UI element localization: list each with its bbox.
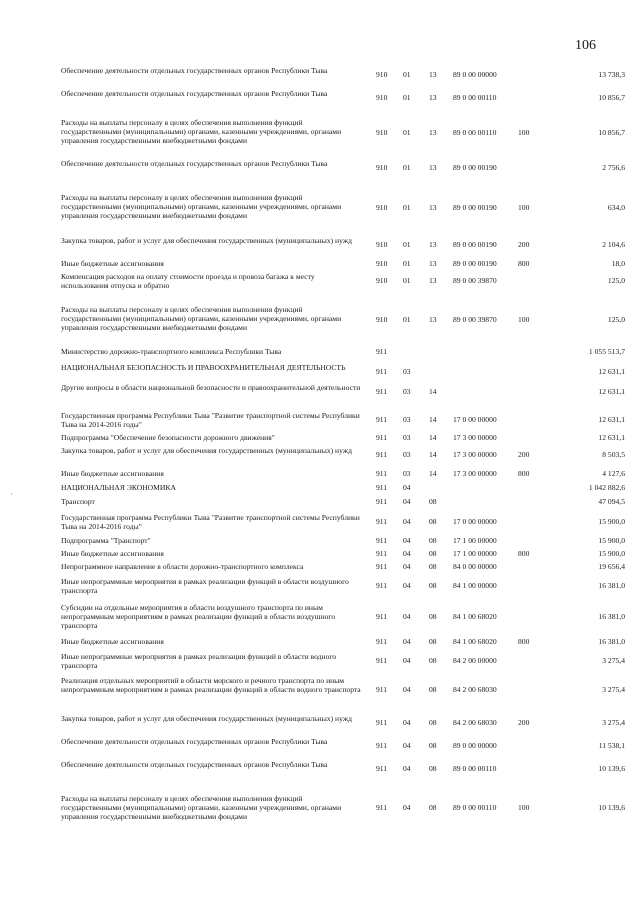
- code-section: 04: [403, 497, 411, 506]
- code-subsection: 13: [429, 128, 437, 137]
- amount: 2 756,6: [602, 163, 625, 172]
- code-gv: 910: [376, 70, 388, 79]
- code-gv: 910: [376, 203, 388, 212]
- code-subsection: 14: [429, 469, 437, 478]
- code-subsection: 13: [429, 259, 437, 268]
- amount: 4 127,6: [602, 469, 625, 478]
- code-gv: 911: [376, 549, 388, 558]
- code-gv: 911: [376, 415, 388, 424]
- code-section: 04: [403, 637, 411, 646]
- amount: 11 538,1: [598, 741, 625, 750]
- amount: 13 738,3: [598, 70, 625, 79]
- code-section: 04: [403, 656, 411, 665]
- code-section: 04: [403, 764, 411, 773]
- code-subsection: 08: [429, 562, 437, 571]
- row-description: Расходы на выплаты персоналу в целях обеспечения выполнения функций государственными (муниципальными) органами, казенными учреждениями, органами управления государственными внебюджетными фондами: [61, 794, 342, 822]
- code-gv: 911: [376, 536, 388, 545]
- row-description: Государственная программа Республики Тыва "Развитие транспортной системы Республики Тыва на 2014-2016 годы": [61, 411, 360, 430]
- row-description: Обеспечение деятельности отдельных государственных органов Республики Тыва: [61, 66, 328, 75]
- code-gv: 910: [376, 315, 388, 324]
- code-section: 01: [403, 315, 411, 324]
- amount: 1 042 882,6: [588, 483, 625, 492]
- code-target-article: 17 0 00 00000: [453, 415, 497, 424]
- code-target-article: 17 0 00 00000: [453, 517, 497, 526]
- code-subsection: 08: [429, 656, 437, 665]
- amount: 19 656,4: [598, 562, 625, 571]
- code-section: 01: [403, 203, 411, 212]
- code-gv: 911: [376, 497, 388, 506]
- code-subsection: 08: [429, 536, 437, 545]
- row-description: Иные непрограммные мероприятия в рамках реализации функций в области водного транспорта: [61, 652, 337, 671]
- amount: 10 856,7: [598, 128, 625, 137]
- code-gv: 910: [376, 93, 388, 102]
- code-subsection: 14: [429, 387, 437, 396]
- row-description: Иные бюджетные ассигнования: [61, 469, 164, 478]
- row-description: Обеспечение деятельности отдельных государственных органов Республики Тыва: [61, 737, 328, 746]
- code-gv: 911: [376, 562, 388, 571]
- code-expense-type: 800: [518, 469, 530, 478]
- row-description: Компенсация расходов на оплату стоимости проезда и провоза багажа к месту использования отпуска и обратно: [61, 272, 315, 291]
- amount: 12 631,1: [598, 433, 625, 442]
- code-target-article: 89 0 00 00000: [453, 70, 497, 79]
- code-subsection: 08: [429, 497, 437, 506]
- code-section: 01: [403, 163, 411, 172]
- code-expense-type: 200: [518, 718, 530, 727]
- row-description: Иные непрограммные мероприятия в рамках реализации функций в области воздушного транспорта: [61, 577, 349, 596]
- code-subsection: 13: [429, 70, 437, 79]
- code-gv: 911: [376, 741, 388, 750]
- code-target-article: 84 1 00 68020: [453, 612, 497, 621]
- row-description: Иные бюджетные ассигнования: [61, 259, 164, 268]
- code-target-article: 89 0 00 00190: [453, 259, 497, 268]
- row-description: Закупка товаров, работ и услуг для обеспечения государственных (муниципальных) нужд: [61, 236, 352, 245]
- amount: 3 275,4: [602, 656, 625, 665]
- code-subsection: 13: [429, 276, 437, 285]
- code-target-article: 89 0 00 00110: [453, 803, 497, 812]
- code-target-article: 89 0 00 39870: [453, 276, 497, 285]
- code-expense-type: 800: [518, 259, 530, 268]
- code-section: 04: [403, 483, 411, 492]
- code-gv: 910: [376, 163, 388, 172]
- row-description: Непрограммное направление в области дорожно-транспортного комплекса: [61, 562, 304, 571]
- code-target-article: 17 3 00 00000: [453, 433, 497, 442]
- code-gv: 911: [376, 469, 388, 478]
- row-description: Расходы на выплаты персоналу в целях обеспечения выполнения функций государственными (муниципальными) органами, казенными учреждениями, органами управления государственными внебюджетными фондами: [61, 193, 342, 221]
- page-number: 106: [575, 38, 596, 53]
- code-expense-type: 100: [518, 315, 530, 324]
- code-target-article: 89 0 00 00110: [453, 764, 497, 773]
- row-description: Подпрограмма "Обеспечение безопасности дорожного движения": [61, 433, 275, 442]
- code-target-article: 84 2 00 68030: [453, 718, 497, 727]
- amount: 12 631,1: [598, 367, 625, 376]
- amount: 125,0: [607, 276, 625, 285]
- code-target-article: 89 0 00 00190: [453, 163, 497, 172]
- code-section: 01: [403, 93, 411, 102]
- code-section: 03: [403, 469, 411, 478]
- code-target-article: 17 1 00 00000: [453, 536, 497, 545]
- code-section: 01: [403, 276, 411, 285]
- code-target-article: 89 0 00 39870: [453, 315, 497, 324]
- code-gv: 911: [376, 718, 388, 727]
- code-expense-type: 200: [518, 450, 530, 459]
- code-gv: 910: [376, 259, 388, 268]
- row-description: НАЦИОНАЛЬНАЯ ЭКОНОМИКА: [61, 483, 176, 492]
- code-subsection: 14: [429, 415, 437, 424]
- code-section: 04: [403, 612, 411, 621]
- row-description: Обеспечение деятельности отдельных государственных органов Республики Тыва: [61, 89, 328, 98]
- code-expense-type: 100: [518, 803, 530, 812]
- amount: 8 503,5: [602, 450, 625, 459]
- code-target-article: 84 1 00 00000: [453, 581, 497, 590]
- code-gv: 911: [376, 347, 388, 356]
- code-section: 04: [403, 549, 411, 558]
- code-subsection: 08: [429, 764, 437, 773]
- code-gv: 911: [376, 387, 388, 396]
- code-gv: 911: [376, 433, 388, 442]
- code-section: 01: [403, 128, 411, 137]
- row-description: Субсидии на отдельные мероприятия в области воздушного транспорта по иным непрограммным мероприятиям в рамках реализации функций в области воздушного транспорта: [61, 603, 336, 631]
- code-gv: 911: [376, 803, 388, 812]
- amount: 16 381,0: [598, 612, 625, 621]
- row-description: Подпрограмма "Транспорт": [61, 536, 151, 545]
- amount: 47 094,5: [598, 497, 625, 506]
- row-description: Транспорт: [61, 497, 95, 506]
- code-gv: 911: [376, 637, 388, 646]
- code-subsection: 08: [429, 803, 437, 812]
- code-gv: 911: [376, 612, 388, 621]
- row-description: Иные бюджетные ассигнования: [61, 637, 164, 646]
- code-section: 04: [403, 517, 411, 526]
- code-gv: 911: [376, 450, 388, 459]
- code-section: 03: [403, 433, 411, 442]
- code-target-article: 17 1 00 00000: [453, 549, 497, 558]
- code-section: 03: [403, 450, 411, 459]
- code-gv: 910: [376, 276, 388, 285]
- row-description: Реализация отдельных мероприятий в области морского и речного транспорта по иным непрограммным мероприятиям в рамках реализации функций в области водного транспорта: [61, 676, 361, 695]
- code-subsection: 13: [429, 163, 437, 172]
- row-description: Другие вопросы в области национальной безопасности и правоохранительной деятельности: [61, 383, 361, 392]
- code-expense-type: 200: [518, 240, 530, 249]
- code-target-article: 84 0 00 00000: [453, 562, 497, 571]
- amount: 15 900,0: [598, 517, 625, 526]
- amount: 15 900,0: [598, 536, 625, 545]
- code-subsection: 13: [429, 315, 437, 324]
- code-target-article: 89 0 00 00190: [453, 203, 497, 212]
- code-section: 03: [403, 367, 411, 376]
- amount: 12 631,1: [598, 415, 625, 424]
- code-section: 01: [403, 240, 411, 249]
- row-description: НАЦИОНАЛЬНАЯ БЕЗОПАСНОСТЬ И ПРАВООХРАНИТЕЛЬНАЯ ДЕЯТЕЛЬНОСТЬ: [61, 363, 346, 372]
- code-gv: 911: [376, 764, 388, 773]
- code-section: 03: [403, 415, 411, 424]
- amount: 10 139,6: [598, 764, 625, 773]
- amount: 634,0: [607, 203, 625, 212]
- row-description: Закупка товаров, работ и услуг для обеспечения государственных (муниципальных) нужд: [61, 446, 352, 455]
- row-description: Закупка товаров, работ и услуг для обеспечения государственных (муниципальных) нужд: [61, 714, 352, 723]
- code-gv: 911: [376, 517, 388, 526]
- code-subsection: 08: [429, 612, 437, 621]
- amount: 10 139,6: [598, 803, 625, 812]
- margin-mark: ·: [10, 490, 13, 499]
- code-section: 04: [403, 562, 411, 571]
- code-gv: 910: [376, 128, 388, 137]
- row-description: Иные бюджетные ассигнования: [61, 549, 164, 558]
- amount: 125,0: [607, 315, 625, 324]
- code-target-article: 84 1 00 68020: [453, 637, 497, 646]
- code-target-article: 89 0 00 00110: [453, 128, 497, 137]
- row-description: Государственная программа Республики Тыва "Развитие транспортной системы Республики Тыва на 2014-2016 годы": [61, 513, 360, 532]
- amount: 16 381,0: [598, 581, 625, 590]
- amount: 3 275,4: [602, 685, 625, 694]
- code-section: 01: [403, 259, 411, 268]
- row-description: Министерство дорожно-транспортного комплекса Республики Тыва: [61, 347, 282, 356]
- amount: 3 275,4: [602, 718, 625, 727]
- code-subsection: 08: [429, 637, 437, 646]
- code-section: 04: [403, 581, 411, 590]
- code-target-article: 84 2 00 68030: [453, 685, 497, 694]
- code-gv: 911: [376, 483, 388, 492]
- code-subsection: 08: [429, 581, 437, 590]
- code-subsection: 08: [429, 718, 437, 727]
- row-description: Расходы на выплаты персоналу в целях обеспечения выполнения функций государственными (муниципальными) органами, казенными учреждениями, органами управления государственными внебюджетными фондами: [61, 305, 342, 333]
- code-section: 03: [403, 387, 411, 396]
- code-target-article: 89 0 00 00000: [453, 741, 497, 750]
- row-description: Расходы на выплаты персоналу в целях обеспечения выполнения функций государственными (муниципальными) органами, казенными учреждениями, органами управления государственными внебюджетными фондами: [61, 118, 342, 146]
- code-subsection: 14: [429, 433, 437, 442]
- amount: 2 104,6: [602, 240, 625, 249]
- amount: 15 900,0: [598, 549, 625, 558]
- code-section: 04: [403, 718, 411, 727]
- code-subsection: 08: [429, 685, 437, 694]
- code-subsection: 08: [429, 741, 437, 750]
- code-section: 04: [403, 741, 411, 750]
- code-gv: 911: [376, 581, 388, 590]
- code-gv: 911: [376, 367, 388, 376]
- code-target-article: 84 2 00 00000: [453, 656, 497, 665]
- code-section: 04: [403, 803, 411, 812]
- code-target-article: 17 3 00 00000: [453, 450, 497, 459]
- amount: 12 631,1: [598, 387, 625, 396]
- code-target-article: 89 0 00 00110: [453, 93, 497, 102]
- code-gv: 911: [376, 685, 388, 694]
- code-subsection: 14: [429, 450, 437, 459]
- code-target-article: 89 0 00 00190: [453, 240, 497, 249]
- row-description: Обеспечение деятельности отдельных государственных органов Республики Тыва: [61, 159, 328, 168]
- amount: 10 856,7: [598, 93, 625, 102]
- code-gv: 910: [376, 240, 388, 249]
- code-subsection: 13: [429, 93, 437, 102]
- code-subsection: 08: [429, 549, 437, 558]
- code-subsection: 08: [429, 517, 437, 526]
- code-expense-type: 100: [518, 203, 530, 212]
- amount: 18,0: [611, 259, 625, 268]
- code-expense-type: 800: [518, 637, 530, 646]
- code-section: 01: [403, 70, 411, 79]
- amount: 1 055 513,7: [588, 347, 625, 356]
- code-expense-type: 800: [518, 549, 530, 558]
- code-subsection: 13: [429, 240, 437, 249]
- code-target-article: 17 3 00 00000: [453, 469, 497, 478]
- code-section: 04: [403, 536, 411, 545]
- code-section: 04: [403, 685, 411, 694]
- code-expense-type: 100: [518, 128, 530, 137]
- code-gv: 911: [376, 656, 388, 665]
- code-subsection: 13: [429, 203, 437, 212]
- amount: 16 381,0: [598, 637, 625, 646]
- row-description: Обеспечение деятельности отдельных государственных органов Республики Тыва: [61, 760, 328, 769]
